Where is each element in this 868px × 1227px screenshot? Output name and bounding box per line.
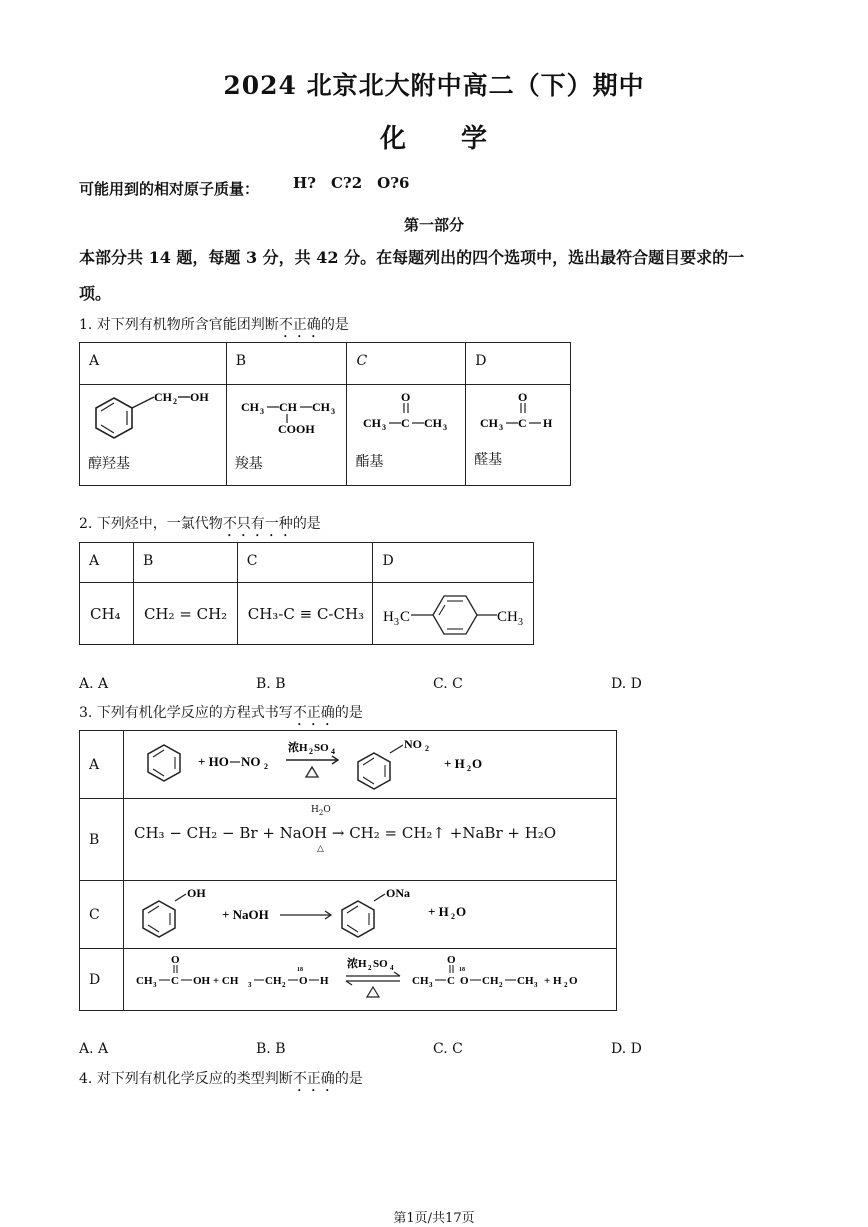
nitration-equation	[124, 731, 624, 799]
svg-text:NO: NO	[404, 737, 422, 751]
svg-text:O: O	[456, 904, 467, 919]
svg-text:3: 3	[534, 981, 538, 989]
part-instruction-cont: 项。	[79, 284, 112, 303]
svg-text:H: H	[383, 609, 395, 625]
svg-text:CH: CH	[482, 975, 499, 987]
svg-text:2: 2	[499, 981, 503, 989]
option-a[interactable]: A. A	[79, 676, 109, 692]
row-letter-b: B	[80, 799, 124, 881]
question-4-stem	[79, 1068, 363, 1095]
svg-text:+ H: + H	[444, 756, 465, 771]
svg-text:O: O	[569, 975, 578, 987]
row-letter-a: A	[80, 731, 124, 799]
part-title: 第一部分	[403, 216, 464, 234]
svg-text:CH: CH	[363, 416, 382, 430]
svg-text:ONa: ONa	[386, 886, 410, 900]
functional-group-label-a: 醇羟基	[88, 456, 130, 472]
svg-text:O: O	[401, 390, 411, 404]
question-1-stem	[79, 314, 349, 341]
option-a[interactable]: A. A	[79, 1041, 109, 1057]
svg-text:O: O	[472, 756, 483, 771]
phenol-naoh-equation	[124, 881, 624, 949]
svg-text:H: H	[543, 416, 553, 430]
atomic-mass-label: 可能用到的相对原子质量：	[79, 180, 260, 198]
stem-text: 1. 对下列有机物所含官能团判断	[79, 317, 279, 333]
functional-group-label-c: 酯基	[355, 454, 384, 470]
esterification-equation	[124, 949, 624, 1011]
cell-letter-d: D	[475, 353, 487, 369]
svg-text:O: O	[299, 975, 308, 987]
stem-emphasis: 不正确	[278, 317, 321, 333]
svg-text:O: O	[460, 975, 469, 987]
svg-text:2: 2	[425, 744, 429, 753]
svg-text:C: C	[400, 609, 411, 625]
svg-text:3: 3	[153, 981, 157, 989]
part-instruction: 本部分共 14 题，每题 3 分，共 42 分。在每题列出的四个选项中，选出最符合题目要求的一	[79, 248, 745, 267]
functional-group-label-b: 羧基	[234, 456, 263, 472]
svg-text:CH: CH	[424, 416, 443, 430]
stem-text: 3. 下列有机化学反应的方程式书写	[79, 705, 293, 721]
svg-text:CH: CH	[311, 400, 330, 414]
svg-text:SO: SO	[314, 742, 329, 754]
stem-emphasis: 不只有一种	[222, 516, 293, 532]
svg-text:O: O	[518, 390, 528, 404]
svg-text:3: 3	[443, 423, 448, 432]
svg-text:3: 3	[429, 981, 433, 989]
stem-text-end: 的是	[320, 317, 349, 333]
svg-text:NO: NO	[241, 754, 261, 769]
stem-text-end: 的是	[292, 516, 321, 532]
option-b[interactable]: B. B	[256, 1041, 286, 1057]
svg-text:OH: OH	[187, 886, 206, 900]
question-3-stem	[79, 702, 363, 729]
svg-text:4: 4	[331, 747, 335, 756]
cell-letter-b: B	[235, 353, 246, 369]
formula-ethylene: CH₂ = CH₂	[133, 583, 237, 645]
stem-emphasis: 不正确	[292, 1071, 335, 1087]
subject-title: 化 学	[379, 124, 488, 154]
svg-text:+ NaOH: + NaOH	[222, 907, 269, 922]
cell-letter-d: D	[382, 553, 394, 569]
svg-text:CH: CH	[154, 390, 172, 404]
stem-text-end: 的是	[334, 705, 363, 721]
svg-text:3: 3	[382, 423, 387, 432]
question-2-table	[79, 542, 534, 645]
cell-letter-a: A	[89, 553, 100, 569]
stem-text-end: 的是	[334, 1071, 363, 1087]
svg-text:CH: CH	[497, 609, 519, 625]
svg-text:CH: CH	[278, 400, 297, 414]
svg-text:18: 18	[459, 967, 465, 973]
svg-text:CH: CH	[412, 975, 429, 987]
svg-text:3: 3	[499, 423, 504, 432]
svg-text:OH + CH: OH + CH	[193, 975, 239, 987]
svg-text:CH: CH	[517, 975, 534, 987]
question-1-table	[79, 342, 571, 486]
option-b[interactable]: B. B	[256, 676, 286, 692]
row-letter-c: C	[80, 881, 124, 949]
question-3-table	[79, 730, 617, 1011]
svg-text:浓H: 浓H	[288, 742, 308, 754]
acetaldehyde-structure	[466, 385, 570, 485]
row-letter-d: D	[80, 949, 124, 1011]
svg-text:18: 18	[297, 967, 303, 973]
elimination-equation: CH₃ − CH₂ − Br + NaOH → CH₂ = CH₂↑ +NaBr + H₂O	[134, 824, 557, 842]
functional-group-label-d: 醛基	[474, 452, 503, 468]
svg-text:CH: CH	[136, 975, 153, 987]
svg-text:3: 3	[394, 617, 400, 628]
svg-text:+ HO: + HO	[198, 754, 229, 769]
svg-text:O: O	[447, 954, 456, 966]
cell-letter-b: B	[142, 553, 154, 569]
svg-text:+ H: + H	[544, 975, 562, 987]
option-d[interactable]: D. D	[611, 1041, 642, 1057]
svg-text:CH: CH	[265, 975, 282, 987]
option-c[interactable]: C. C	[433, 1041, 463, 1057]
svg-text:+ H: + H	[428, 904, 449, 919]
page-title: 2024 北京北大附中高二（下）期中	[223, 71, 645, 100]
svg-text:COOH: COOH	[277, 422, 315, 436]
formula-2-butyne: CH₃-C ≡ C-CH₃	[237, 583, 373, 645]
condition-water: $H_2O$	[311, 805, 331, 817]
svg-text:4: 4	[390, 964, 394, 972]
stem-text: 4. 对下列有机化学反应的类型判断	[79, 1071, 293, 1087]
stem-text: 2. 下列烃中，一氯代物	[79, 516, 223, 532]
question-2-stem	[79, 513, 321, 540]
svg-text:2: 2	[564, 981, 568, 989]
cell-letter-a: A	[89, 353, 100, 369]
option-c[interactable]: C. C	[433, 676, 463, 692]
svg-text:C: C	[447, 975, 455, 987]
cell-letter-c: C	[246, 553, 258, 569]
svg-text:2: 2	[173, 397, 177, 406]
svg-text:2: 2	[282, 981, 286, 989]
formula-methane: CH₄	[80, 583, 134, 645]
svg-text:CH: CH	[480, 416, 499, 430]
stem-emphasis: 不正确	[292, 705, 335, 721]
page-number: 第1页/共17页	[393, 1211, 475, 1226]
svg-text:3: 3	[248, 981, 252, 989]
svg-text:SO: SO	[373, 958, 388, 970]
condition-heat-icon: △	[317, 844, 324, 854]
svg-text:O: O	[171, 954, 180, 966]
p-xylene-structure	[373, 583, 533, 645]
cell-letter-c: C	[356, 353, 368, 369]
svg-text:2: 2	[368, 964, 372, 972]
svg-text:H: H	[320, 975, 329, 987]
option-d[interactable]: D. D	[611, 676, 642, 692]
svg-text:CH: CH	[240, 400, 259, 414]
atomic-mass-values: H? C?2 O?6	[293, 174, 410, 192]
svg-text:OH: OH	[190, 390, 209, 404]
svg-text:3: 3	[330, 407, 335, 416]
svg-text:C: C	[518, 416, 527, 430]
svg-text:2: 2	[264, 762, 268, 771]
svg-text:3: 3	[518, 617, 524, 628]
svg-text:C: C	[171, 975, 179, 987]
svg-text:2: 2	[451, 912, 455, 921]
svg-text:浓H: 浓H	[347, 958, 367, 970]
svg-text:3: 3	[259, 407, 264, 416]
svg-text:2: 2	[309, 747, 313, 756]
svg-text:C: C	[401, 416, 411, 430]
svg-text:2: 2	[467, 764, 471, 773]
